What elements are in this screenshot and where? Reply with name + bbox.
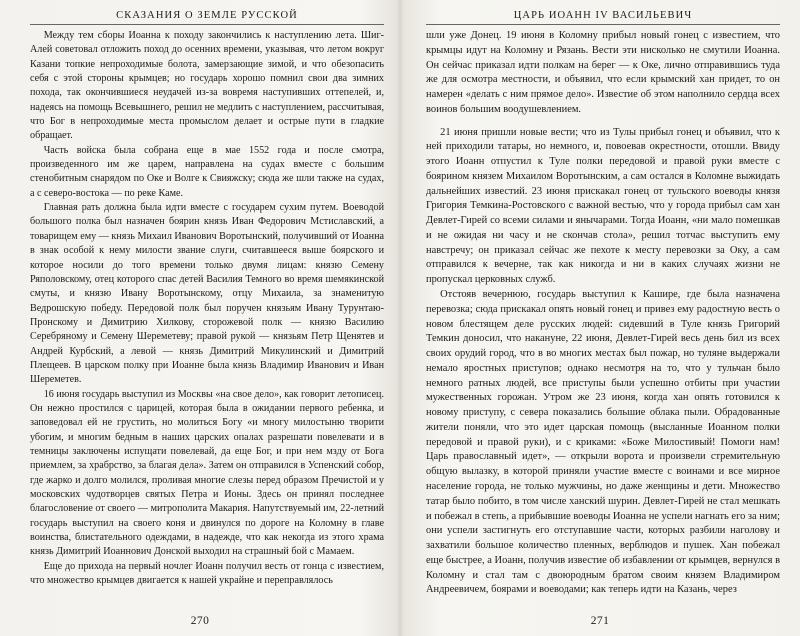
- paragraph: Главная рать должна была идти вместе с государем сухим путем. Воеводой большого полка был назначен боярин князь Иван Федорович Мстиславский, а товарищем ему — князь Михаил Иванович Воротынский, получивший от Иоанна в знак особой к нему милости звание слуги, считавшееся выше боярского и которое носили до того времени только двумя лицам: князю Семену Ряполовскому, отец которого спас детей Василия Темного во время шемякинской смуты, и князю Ивану Воротынскому, отцу Михаила, за знаменитую Ведрошскую победу. Передовой полк был поручен князьям Ивану Турунтаю-Пронскому и Димитрию Хилкову, сторожевой полк — князю Василию Серебряному и Семену Шереметеву; правой рукой — князьям Петр Щенятев и Андрей Курбский, а левой — князь Димитрий Микулинский и Димитрий Плещеев. В царском полку при Иоанне была князь Владимир Иванович и Иван Шереметев.: [30, 202, 384, 386]
- right-page: [400, 0, 800, 636]
- paragraph: Еще до прихода на первый ночлег Иоанн получил весть от гонца с известием, что множество крымцев двигается к нашей украйне и переправлялось: [30, 560, 384, 587]
- paragraph: 21 июня пришли новые вести; что из Тулы прибыл гонец и объявил, что к ней приходили татары, но немного, и, повоевав окрестности, отошли. Ввиду этого Иоанн отпустил к Туле полки передовой и правой руки вместе с боярином князем Михаилом Воротынским, а сам остался в Коломне выжидать дальнейших известий. 23 июня прискакал гонец от тульского воеводы князя Григория Темкина-Ростовского с важной вестью, что у города прибыл сам хан Девлет-Гирей со всеми силами и янычарами. Тогда Иоанн, «ни мало помешкав и не ожидая ни часу и не скончав стола», решил тотчас выступить ему навстречу; он приказал сейчас же пехоте к месту перевозки за Оку, а сам отправился к вечерне, так как никогда и ни в каких случаях жизни не пропускал церковных служб.: [426, 126, 780, 286]
- page-number-left: 270: [190, 615, 210, 627]
- running-head-right: ЦАРЬ ИОАНН IV ВАСИЛЬЕВИЧ: [426, 8, 780, 25]
- paragraph: Часть войска была собрана еще в мае 1552 года и после смотра, произведенного им же царем, направлена на судах вместе с большим стенобитным снарядом по Оке и Волге к Свияжску; сюда же шли также на судах, а с северо-востока — по реке Каме.: [30, 144, 384, 199]
- right-page-text: [426, 29, 780, 598]
- page-number-right: 271: [590, 615, 610, 627]
- paragraph: Между тем сборы Иоанна к походу закончились к наступлению лета. Шиг-Алей советовал отложить поход до осенних времени, указывая, что летом вокруг Казани топкие непроходимые болота, замерзающие зимой, и что обезопасить себя с этой стороны крымцев; но государь хорошо помнил свои два зимних похода, так окончившиеся неудачей из-за вовремя наступивших оттепелей, и, надеясь на помощь Всевышнего, решил не медлить с наступлением, рассчитывая, что Бог в непроходимые места промыслом делает и острые пути в гладкие обращает.: [30, 30, 384, 142]
- paragraph: шли уже Донец. 19 июня в Коломну прибыл новый гонец с известием, что крымцы идут на Коломну и Рязань. Вести эти нисколько не смутили Иоанна. Он сейчас приказал идти полкам на берег — к Оке, лично отправившись туда же для осмотра местности, и объявил, что если крымский хан придет, то он намерен «делать с ним прямое дело». Известие об этом наполнило сердца всех воинов большим воодушевлением.: [426, 30, 780, 115]
- paragraph: 16 июня государь выступил из Москвы «на свое дело», как говорит летописец. Он нежно простился с царицей, которая была в ожидании первого ребенка, и заповедовал ей не грустить, но молиться Богу «и многу милостыню творити убогим, и многим бедным в наших царских опалах разрешати повелевати и в темницы заключены испущати повелевай, да еще Бог, и при нем мзду от Бога приемлем, за храбрство, за благая дела». Затем он отправился в Успенский собор, где жарко и долго молился, проливая многие слезы перед образом Пречистой и у московских чудотворцев святых Петра и Ионы. Здесь он принял последнее благословение от своего — митрополита Макария. Напутствуемый им, 22-летний государь выступил на своего коня и двинулся по дороге на Коломну в главе воинства, блистательного одеждами, в надежде, что как некогда из этого храма князь Димитрий Иоаннович Донской выходил на страшный бой с Мамаем.: [30, 388, 384, 558]
- running-head-left: СКАЗАНИЯ О ЗЕМЛЕ РУССКОЙ: [30, 8, 384, 25]
- paragraph: Отстояв вечернюю, государь выступил к Кашире, где была назначена перевозка; сюда прискакал опять новый гонец и привез ему радостную весть о новом блестящем деле русских людей: сидевший в Туле князь Григорий Темкин доносил, что накануне, 22 июня, Девлет-Гирей весь день бил из всех своих орудий город, что в во многих местах был пожар, но туляне выдержали немало яростных приступов; однако несмотря на то, что у тульчан было немного ратных людей, все приступы были успешно отбиты при участии мужественных горожан. Утром же 23 июня, когда хан опять готовился к новому приступу, с севера показались большие облака пыли. Обрадованные жители поняли, что это идет царская помощь (высланные Иоанном полки передовой и правой руки), и с криками: «Боже Милостивый! Помоги нам! Царь православный идет», — открыли ворота и произвели стремительную общую вылазку, в которой приняли участие вместе с воинами и все мирное население города, не только мужчины, но даже женщины и дети. Множество татар было побито, в том числе ханский шурин. Девлет-Гирей не стал мешкать и побежал в степь, а прибывшие воеводы Иоанна не успели нагнать его за ним; они успели застигнуть его отступавшие части, которых разбили наголову и захватили большое количество пленных, верблюдов и пушек. Хан побежал еще быстрее, а Иоанн, получив известие об избавлении от крымцев, вернулся в Коломну и стал там с двоюродным братом своим князем Владимиром Андреевичем, боярами и воеводами; как теперь идти на Казань, через: [426, 289, 780, 596]
- left-page-text: [30, 29, 384, 588]
